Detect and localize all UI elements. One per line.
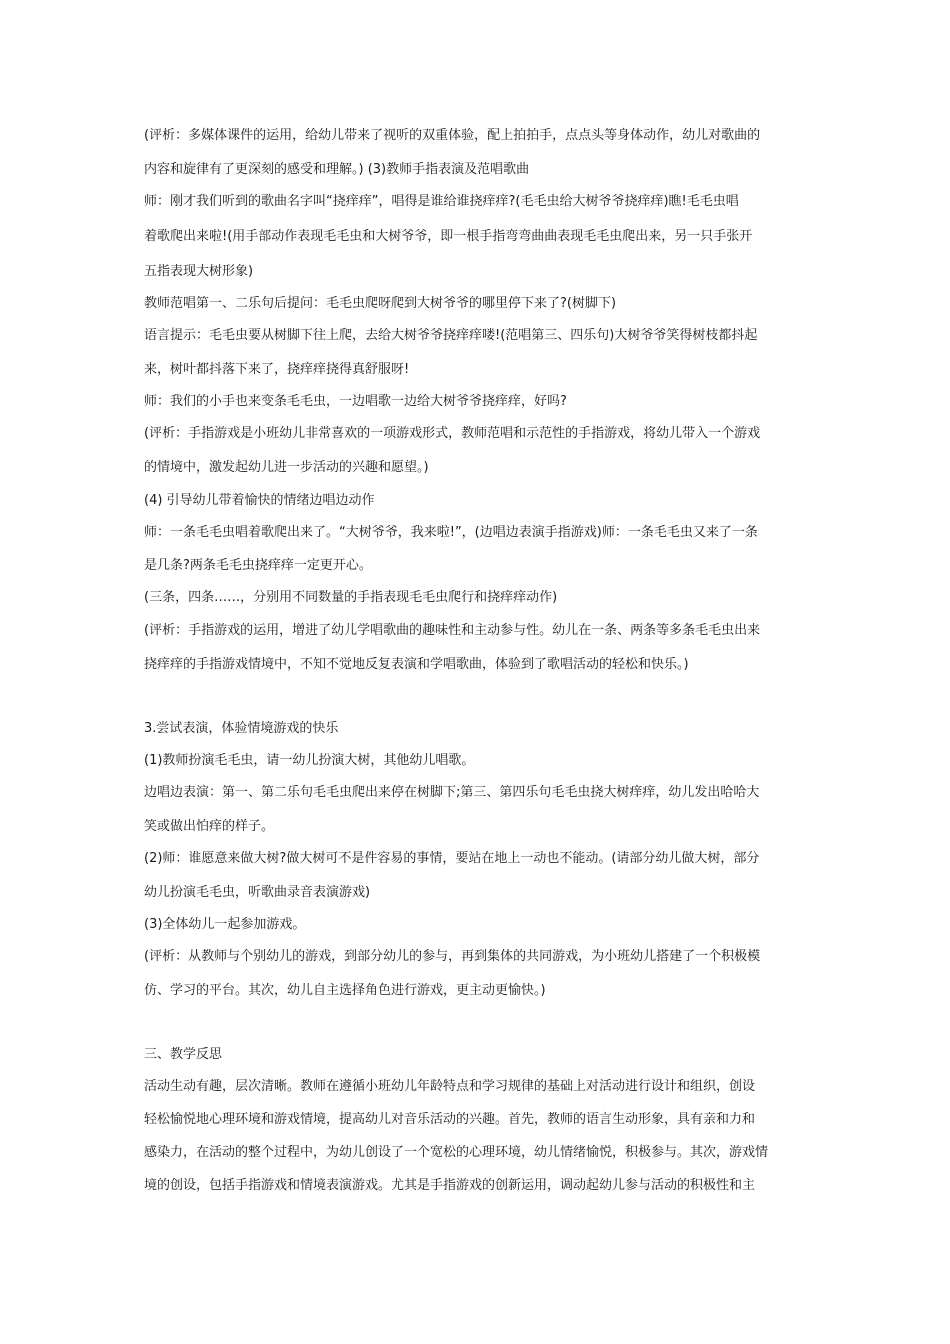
- text-line: 仿、学习的平台。其次，幼儿自主选择角色进行游戏，更主动更愉快。): [144, 983, 546, 998]
- text-line: (2)师：谁愿意来做大树?做大树可不是件容易的事情，要站在地上一动也不能动。(请部分幼儿做大树，部分: [144, 851, 760, 866]
- text-line: 师：一条毛毛虫唱着歌爬出来了。“大树爷爷，我来啦!”，(边唱边表演手指游戏)师：一条毛毛虫又来了一条: [144, 525, 758, 540]
- text-line: 师：我们的小手也来变条毛毛虫，一边唱歌一边给大树爷爷挠痒痒，好吗?: [144, 394, 567, 409]
- text-line: 境的创设，包括手指游戏和情境表演游戏。尤其是手指游戏的创新运用，调动起幼儿参与活动的积极性和主: [144, 1178, 756, 1193]
- text-line: 幼儿扮演毛毛虫，听歌曲录音表演游戏): [144, 885, 371, 900]
- text-line: 感染力，在活动的整个过程中，为幼儿创设了一个宽松的心理环境，幼儿情绪愉悦，积极参与。其次，游戏情: [144, 1145, 769, 1160]
- text-line: 挠痒痒的手指游戏情境中，不知不觉地反复表演和学唱歌曲，体验到了歌唱活动的轻松和快乐。): [144, 657, 689, 672]
- text-line: 来，树叶都抖落下来了，挠痒痒挠得真舒服呀!: [144, 362, 410, 377]
- text-line: 着歌爬出来啦!(用手部动作表现毛毛虫和大树爷爷，即一根手指弯弯曲曲表现毛毛虫爬出来，另一只手张开: [144, 229, 753, 244]
- section-heading: 三、教学反思: [144, 1047, 223, 1062]
- text-line: 是几条?两条毛毛虫挠痒痒一定更开心。: [144, 558, 372, 573]
- text-line: 师：刚才我们听到的歌曲名字叫“挠痒痒”，唱得是谁给谁挠痒痒?(毛毛虫给大树爷爷挠痒痒)瞧!毛毛虫唱: [144, 194, 739, 209]
- text-line: 活动生动有趣，层次清晰。教师在遵循小班幼儿年龄特点和学习规律的基础上对活动进行设计和组织，创设: [144, 1079, 756, 1094]
- text-line: (3)全体幼儿一起参加游戏。: [144, 917, 306, 932]
- text-line: 五指表现大树形象): [144, 264, 254, 279]
- text-line: (评析：多媒体课件的运用，给幼儿带来了视听的双重体验，配上拍拍手，点点头等身体动作，幼儿对歌曲的: [144, 128, 761, 143]
- text-line: 笑或做出怕痒的样子。: [144, 819, 275, 834]
- text-line: 内容和旋律有了更深刻的感受和理解。) (3)教师手指表演及范唱歌曲: [144, 162, 530, 177]
- text-line: 语言提示：毛毛虫要从树脚下往上爬，去给大树爷爷挠痒痒喽!(范唱第三、四乐句)大树爷爷笑得树枝都抖起: [144, 328, 758, 343]
- text-line: (评析：手指游戏是小班幼儿非常喜欢的一项游戏形式，教师范唱和示范性的手指游戏，将幼儿带入一个游戏: [144, 426, 761, 441]
- text-line: 教师范唱第一、二乐句后提问：毛毛虫爬呀爬到大树爷爷的哪里停下来了?(树脚下): [144, 296, 617, 311]
- text-line: 轻松愉悦地心理环境和游戏情境，提高幼儿对音乐活动的兴趣。首先，教师的语言生动形象，具有亲和力和: [144, 1112, 756, 1127]
- text-line: (三条，四条……，分别用不同数量的手指表现毛毛虫爬行和挠痒痒动作): [144, 590, 558, 605]
- text-line: (评析：手指游戏的运用，增进了幼儿学唱歌曲的趣味性和主动参与性。幼儿在一条、两条等多条毛毛虫出来: [144, 623, 761, 638]
- text-line: (1)教师扮演毛毛虫，请一幼儿扮演大树，其他幼儿唱歌。: [144, 753, 475, 768]
- text-line: (评析：从教师与个别幼儿的游戏，到部分幼儿的参与，再到集体的共同游戏，为小班幼儿搭建了一个积极模: [144, 949, 761, 964]
- section-heading: 3.尝试表演，体验情境游戏的快乐: [144, 721, 339, 736]
- text-line: (4) 引导幼儿带着愉快的情绪边唱边动作: [144, 493, 375, 508]
- text-line: 边唱边表演：第一、第二乐句毛毛虫爬出来停在树脚下;第三、第四乐句毛毛虫挠大树痒痒，幼儿发出哈哈大: [144, 785, 760, 800]
- text-line: 的情境中，激发起幼儿进一步活动的兴趣和愿望。): [144, 460, 429, 475]
